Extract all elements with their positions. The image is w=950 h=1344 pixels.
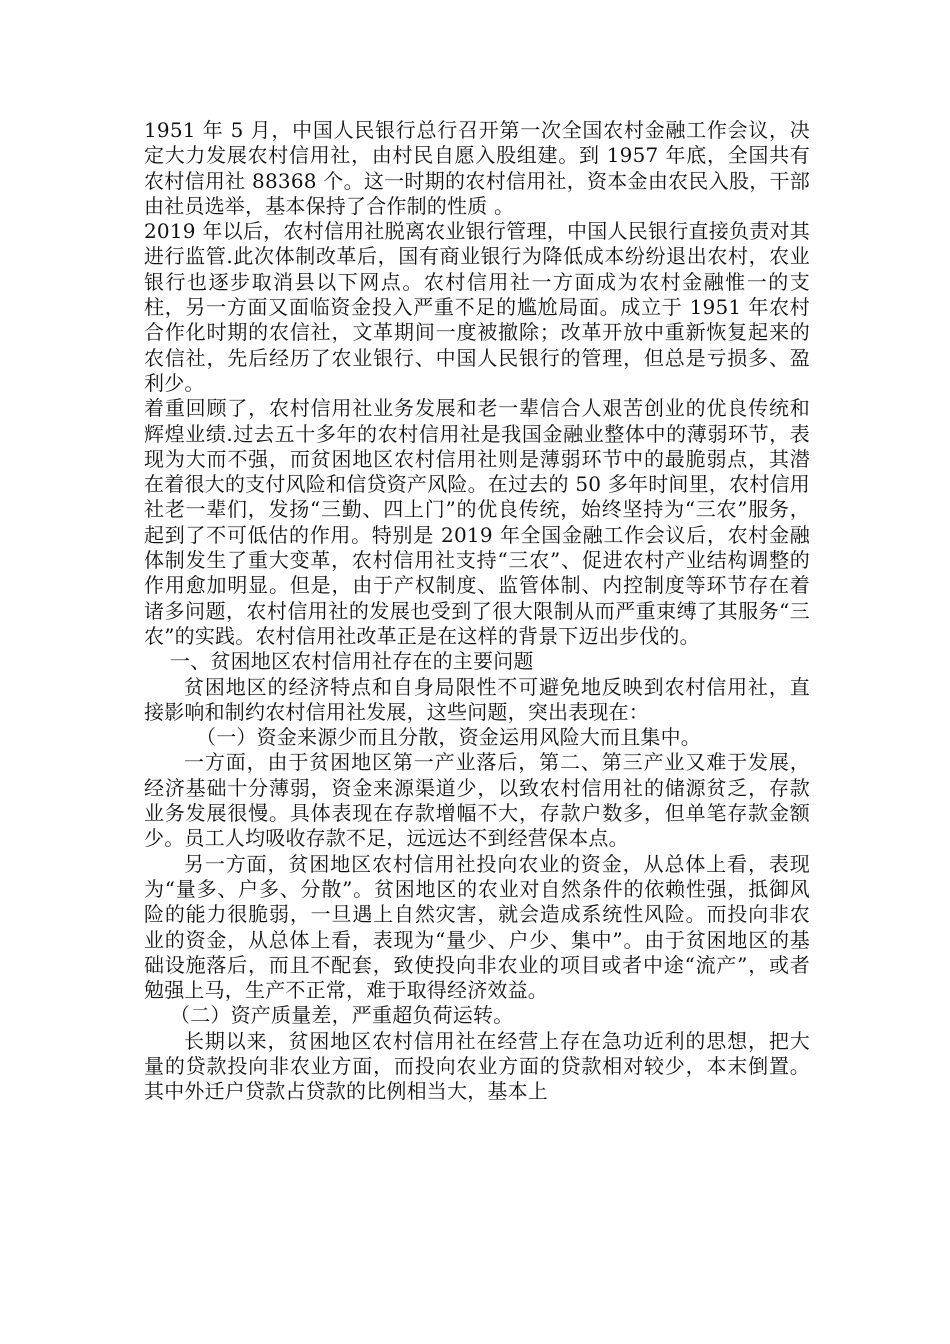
paragraph-history-2019: 2019 年以后，农村信用社脱离农业银行管理，中国人民银行直接负责对其进行监管.此次体制改革后，国有商业银行为降低成本纷纷退出农村，农业银行也逐步取消县以下网点。农村信用社一方面成为农村金融惟一的支柱，另一方面又面临资金投入严重不足的尴尬局面。成立于 1951 年农村合作化时期的农信社，文革期间一度被撤除；改革开放中重新恢复起来的农信社，先后经历了农业银行、中国人民银行的管理，但总是亏损多、盈利少。 (144, 219, 810, 395)
paragraph-funding-sources: 一方面，由于贫困地区第一产业落后，第二、第三产业又难于发展，经济基础十分薄弱，资金来源渠道少，以致农村信用社的储源贫乏，存款业务发展很慢。具体表现在存款增幅不大，存款户数多，但单笔存款金额少。员工人均吸收存款不足，远远达不到经营保本点。 (144, 750, 810, 851)
paragraph-funding-usage: 另一方面，贫困地区农村信用社投向农业的资金，从总体上看，表现为“量多、户多、分散”。贫困地区的农业对自然条件的依赖性强，抵御风险的能力很脆弱，一旦遇上自然灾害，就会造成系统性风险。而投向非农业的资金，从总体上看，表现为“量少、户少、集中”。由于贫困地区的基础设施落后，而且不配套，致使投向非农业的项目或者中途“流产”，或者勉强上马，生产不正常，难于取得经济效益。 (144, 851, 810, 1003)
section-heading-main-problems: 一、贫困地区农村信用社存在的主要问题 (170, 649, 534, 674)
paragraph-history-1951: 1951 年 5 月，中国人民银行总行召开第一次全国农村金融工作会议，决定大力发展农村信用社，由村民自愿入股组建。到 1957 年底，全国共有农村信用社 88368 个。这一时期的农村信用社，资本金由农民入股，干部由社员选举，基本保持了合作制的性质 。 (144, 118, 810, 218)
paragraph-asset-quality: 长期以来，贫困地区农村信用社在经营上存在急功近利的思想，把大量的贷款投向非农业方面，而投向农业方面的贷款相对较少，本末倒置。其中外迁户贷款占贷款的比例相当大，基本上 (144, 1028, 810, 1104)
subsection-heading-asset-quality: （二）资产质量差，严重超负荷运转。 (170, 1003, 514, 1028)
paragraph-review: 着重回顾了，农村信用社业务发展和老一辈信合人艰苦创业的优良传统和辉煌业绩.过去五十多年的农村信用社是我国金融业整体中的薄弱环节，表现为大而不强，而贫困地区农村信用社则是薄弱环节中的最脆弱点，其潜在着很大的支付风险和信贷资产风险。在过去的 50 多年时间里，农村信用社老一辈们，发扬“三勤、四上门”的优良传统，始终坚持为“三农”服务，起到了不可低估的作用。特别是 2019 年全国金融工作会议后，农村金融体制发生了重大变革，农村信用社支持“三农”、促进农村产业结构调整的作用愈加明显。但是，由于产权制度、监管体制、内控制度等环节存在着诸多问题，农村信用社的发展也受到了很大限制从而严重束缚了其服务“三农”的实践。农村信用社改革正是在这样的背景下迈出步伐的。 (144, 396, 810, 648)
paragraph-section-intro: 贫困地区的经济特点和自身局限性不可避免地反映到农村信用社，直接影响和制约农村信用社发展，这些问题，突出表现在： (144, 674, 810, 724)
document-page (144, 118, 810, 1105)
subsection-heading-funding: （一）资金来源少而且分散，资金运用风险大而且集中。 (196, 725, 701, 750)
